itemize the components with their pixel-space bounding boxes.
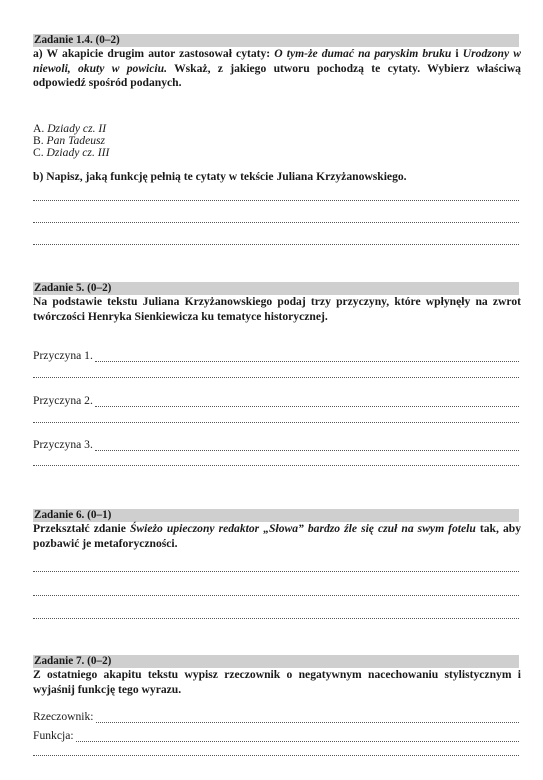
quote-2: Urodzony w niewoli, okuty w powiciu.: [33, 47, 521, 75]
answer-line[interactable]: [33, 196, 519, 201]
task-1-4a-instruction: a) W akapicie drugim autor zastosował cytaty: O tym-że dumać na paryskim bruku i Urodzony w niewoli, okuty w powiciu. Wskaż, z jakiego utworu pochodzą te cytaty. Wybierz właściwą odpowiedź spośród podanych.: [33, 47, 521, 89]
option-c[interactable]: C. Dziady cz. III: [33, 146, 110, 159]
task-1-4-header: Zadanie 1.4. (0–2): [33, 34, 519, 47]
answer-line[interactable]: [33, 418, 519, 423]
answer-line[interactable]: [33, 240, 519, 245]
answer-line[interactable]: [33, 218, 519, 223]
reason-2-row[interactable]: [33, 393, 519, 407]
task-7-header: Zadanie 7. (0–2): [33, 655, 519, 668]
noun-label: Rzeczownik:: [33, 710, 94, 723]
reason-3-label: Przyczyna 3.: [33, 438, 93, 451]
option-a[interactable]: A. Dziady cz. II: [33, 122, 107, 135]
answer-line[interactable]: [33, 567, 519, 572]
answer-line[interactable]: [33, 591, 519, 596]
answer-line[interactable]: [33, 614, 519, 619]
task-5-header: Zadanie 5. (0–2): [33, 282, 519, 295]
answer-line[interactable]: [96, 712, 519, 723]
option-b[interactable]: B. Pan Tadeusz: [33, 134, 106, 147]
sentence-quote: Świeżo upieczony redaktor „Słowa” bardzo źle się czuł na swym fotelu: [129, 522, 476, 535]
task-1-4b-instruction: b) Napisz, jaką funkcję pełnią te cytaty w tekście Juliana Krzyżanowskiego.: [33, 170, 407, 183]
answer-line[interactable]: [76, 731, 519, 742]
noun-row[interactable]: [33, 709, 519, 723]
task-6-instruction: Przekształć zdanie Świeżo upieczony redaktor „Słowa” bardzo źle się czuł na swym fotelu tak, aby pozbawić je metaforyczności.: [33, 522, 521, 550]
answer-line[interactable]: [95, 351, 519, 362]
function-row[interactable]: [33, 728, 519, 742]
function-label: Funkcja:: [33, 729, 74, 742]
task-5-instruction: Na podstawie tekstu Juliana Krzyżanowskiego podaj trzy przyczyny, które wpłynęły na zwrot twórczości Henryka Sienkiewicza ku tematyce historycznej.: [33, 295, 521, 323]
answer-line[interactable]: [95, 440, 519, 451]
answer-line[interactable]: [33, 751, 519, 756]
answer-line[interactable]: [95, 396, 519, 407]
reason-2-label: Przyczyna 2.: [33, 394, 93, 407]
task-7-instruction: Z ostatniego akapitu tekstu wypisz rzeczownik o negatywnym nacechowaniu stylistycznym i wyjaśnij funkcję tego wyrazu.: [33, 668, 521, 696]
reason-1-label: Przyczyna 1.: [33, 349, 93, 362]
reason-3-row[interactable]: [33, 437, 519, 451]
answer-line[interactable]: [33, 461, 519, 466]
answer-line[interactable]: [33, 373, 519, 378]
quote-1: O tym-że dumać na paryskim bruku: [274, 47, 452, 60]
task-6-header: Zadanie 6. (0–1): [33, 509, 519, 522]
reason-1-row[interactable]: [33, 348, 519, 362]
